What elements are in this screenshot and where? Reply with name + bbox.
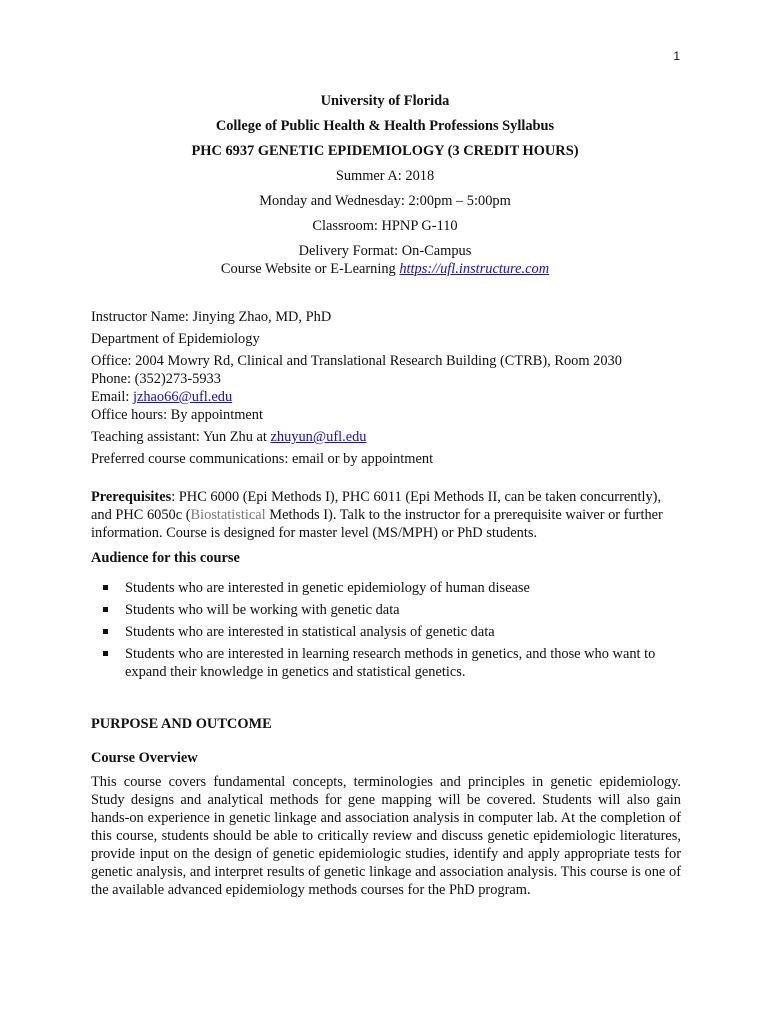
course-term: Summer A: 2018 [335, 168, 435, 184]
course-title: PHC 6937 GENETIC EPIDEMIOLOGY (3 CREDIT HOURS) [191, 143, 579, 159]
bullet-icon [103, 629, 108, 634]
course-website [0, 260, 770, 278]
delivery-format: Delivery Format: On-Campus [298, 243, 472, 259]
list-item [91, 601, 681, 619]
purpose-section [91, 715, 681, 899]
email-label: Email: [91, 389, 133, 405]
audience-heading: Audience for this course [91, 550, 240, 566]
prerequisites-text [91, 488, 681, 542]
instructor-info [91, 308, 681, 468]
bullet-icon [103, 585, 108, 590]
course-classroom: Classroom: HPNP G-110 [312, 218, 458, 234]
prerequisites-gray-word: Biostatistical [190, 507, 266, 523]
bullet-icon [103, 651, 108, 656]
prerequisites-before: : PHC 6000 (Epi Methods I), PHC 6011 (Epi Methods II, can be taken concurrently), and PHC 6050c ( [91, 489, 662, 523]
overview-text: This course covers fundamental concepts, terminologies and principles in genetic epidemiology. Study designs and analytical methods for gene mapping will be covered. Students will also gain hands-on experience in genetic linkage and association analysis in computer lab. At the completion of this course, students should be able to critically review and discuss genetic epidemiologic literatures, provide input on the design of genetic epidemiologic studies, identify and apply appropriate tests for genetic analysis, and interpret results of genetic linkage and association analysis. This course is one of the available advanced epidemiology methods courses for the PhD program. [91, 774, 681, 898]
list-item [91, 579, 681, 597]
syllabus-header [0, 92, 770, 278]
instructor-office: Office: 2004 Mowry Rd, Clinical and Translational Research Building (CTRB), Room 2030 [91, 353, 622, 369]
college-title: College of Public Health & Health Professions Syllabus [215, 118, 555, 134]
ta-label: Teaching assistant: Yun Zhu at [91, 429, 271, 445]
instructor-email [91, 388, 681, 406]
office-hours: Office hours: By appointment [91, 407, 263, 423]
instructor-name: Instructor Name: Jinying Zhao, MD, PhD [91, 309, 332, 325]
prerequisites-section [91, 488, 681, 685]
course-communications: Preferred course communications: email or by appointment [91, 451, 434, 467]
audience-item-text: Students who are interested in statistical analysis of genetic data [125, 624, 495, 640]
ta-email-link[interactable]: zhuyun@ufl.edu [270, 429, 367, 445]
course-schedule: Monday and Wednesday: 2:00pm – 5:00pm [259, 193, 511, 209]
instructor-email-link[interactable]: jzhao66@ufl.edu [132, 389, 233, 405]
purpose-heading: PURPOSE AND OUTCOME [91, 716, 272, 732]
page-number: 1 [673, 49, 680, 63]
list-item [91, 623, 681, 641]
audience-item-text: Students who are interested in genetic epidemiology of human disease [125, 580, 530, 596]
course-website-link[interactable]: https://ufl.instructure.com [399, 261, 550, 277]
instructor-phone: Phone: (352)273-5933 [91, 371, 221, 387]
list-item [91, 645, 681, 681]
university-name: University of Florida [320, 93, 450, 109]
audience-list [91, 579, 681, 681]
course-website-label: Course Website or E-Learning [220, 261, 400, 277]
bullet-icon [103, 607, 108, 612]
audience-item-text: Students who will be working with genetic data [125, 602, 400, 618]
instructor-department: Department of Epidemiology [91, 331, 260, 347]
prerequisites-label: Prerequisites [91, 489, 172, 505]
audience-item-text: Students who are interested in learning research methods in genetics, and those who want to expand their knowledge in genetics and statistical genetics. [125, 646, 656, 680]
prerequisites-after: Methods I). Talk to the instructor for a prerequisite waiver or further information. Course is designed for master level (MS/MPH) or PhD students. [91, 507, 663, 541]
overview-heading: Course Overview [91, 750, 198, 766]
teaching-assistant [91, 428, 681, 446]
